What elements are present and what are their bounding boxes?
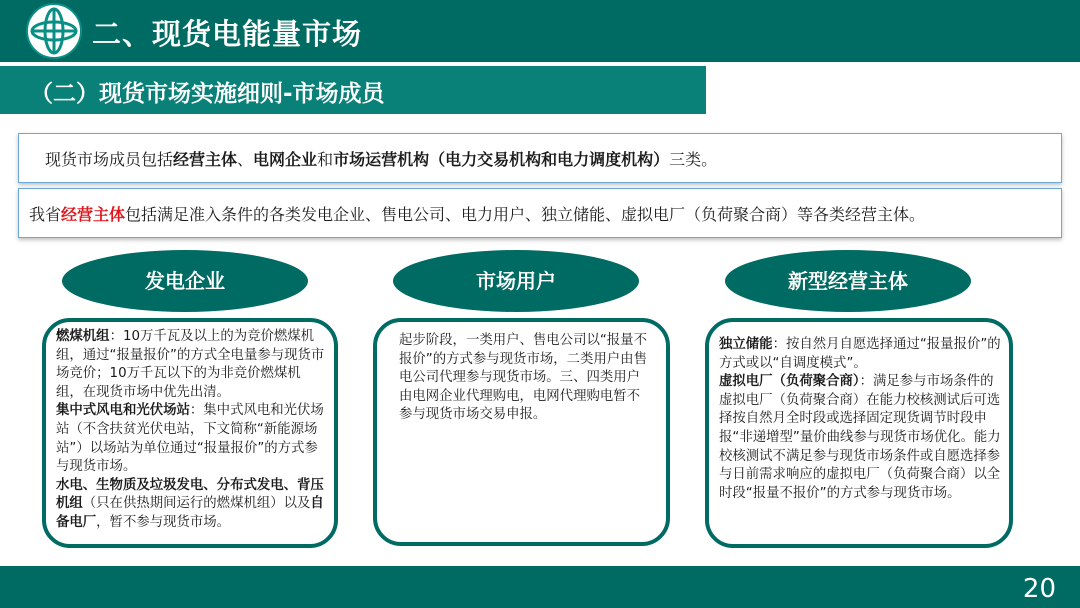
section-subtitle-bar bbox=[0, 66, 706, 114]
intro-text-members: 现货市场成员包括经营主体、电网企业和市场运营机构（电力交易机构和电力调度机构）三类。 bbox=[45, 150, 718, 169]
page-title: 二、现货电能量市场 bbox=[92, 17, 363, 51]
list-item: 集中式风电和光伏场站：集中式风电和光伏场站（不含扶贫光伏电站，下文简称“新能源场站”）以场站为单位通过“报量报价”的方式参与现货市场。 bbox=[56, 403, 324, 475]
category-pill-users: 市场用户 bbox=[393, 250, 639, 312]
footer-bar bbox=[0, 566, 1080, 608]
section-subtitle: （二）现货市场实施细则-市场成员 bbox=[30, 81, 385, 107]
state-grid-globe-logo bbox=[26, 3, 82, 59]
card-users bbox=[373, 318, 670, 546]
page-number: 20 bbox=[1022, 574, 1056, 604]
card-new-entities bbox=[705, 318, 1013, 548]
category-pill-new-entities: 新型经营主体 bbox=[725, 250, 971, 312]
list-item: 燃煤机组：10万千瓦及以上的为竞价燃煤机组，通过“报量报价”的方式全电量参与现货市场竞价；10万千瓦以下的为非竞价燃煤机组，在现货市场中优先出清。 bbox=[56, 329, 325, 400]
list-item: 虚拟电厂（负荷聚合商）：满足参与市场条件的虚拟电厂（负荷聚合商）在能力校核测试后可选择按自然月全时段或选择固定现货调节时段申报“非递增型”量价曲线参与现货市场优化。能力校核测试不满足参与现货市场条件或自愿选择参与日前需求响应的虚拟电厂（负荷聚合商）以全时段“报量不报价”的方式参与现货市场。 bbox=[719, 374, 1001, 501]
intro-box-members bbox=[18, 133, 1062, 183]
list-item: 独立储能：按自然月自愿选择通过“报量报价”的方式或以“自调度模式”。 bbox=[719, 337, 1001, 371]
card-users-text: 起步阶段，一类用户、售电公司以“报量不报价”的方式参与现货市场，二类用户由售电公司代理参与现货市场。三、四类用户由电网企业代理购电，电网代理购电暂不参与现货市场交易申报。 bbox=[399, 333, 647, 423]
intro-text-entities: 我省经营主体包括满足准入条件的各类发电企业、售电公司、电力用户、独立储能、虚拟电厂（负荷聚合商）等各类经营主体。 bbox=[29, 205, 926, 224]
category-pill-generation: 发电企业 bbox=[62, 250, 308, 312]
intro-box-entities bbox=[18, 188, 1062, 238]
header-bar bbox=[0, 0, 1080, 62]
list-item: 水电、生物质及垃圾发电、分布式发电、背压机组（只在供热期间运行的燃煤机组）以及自备电厂，暂不参与现货市场。 bbox=[56, 477, 324, 530]
card-generation bbox=[42, 318, 338, 548]
